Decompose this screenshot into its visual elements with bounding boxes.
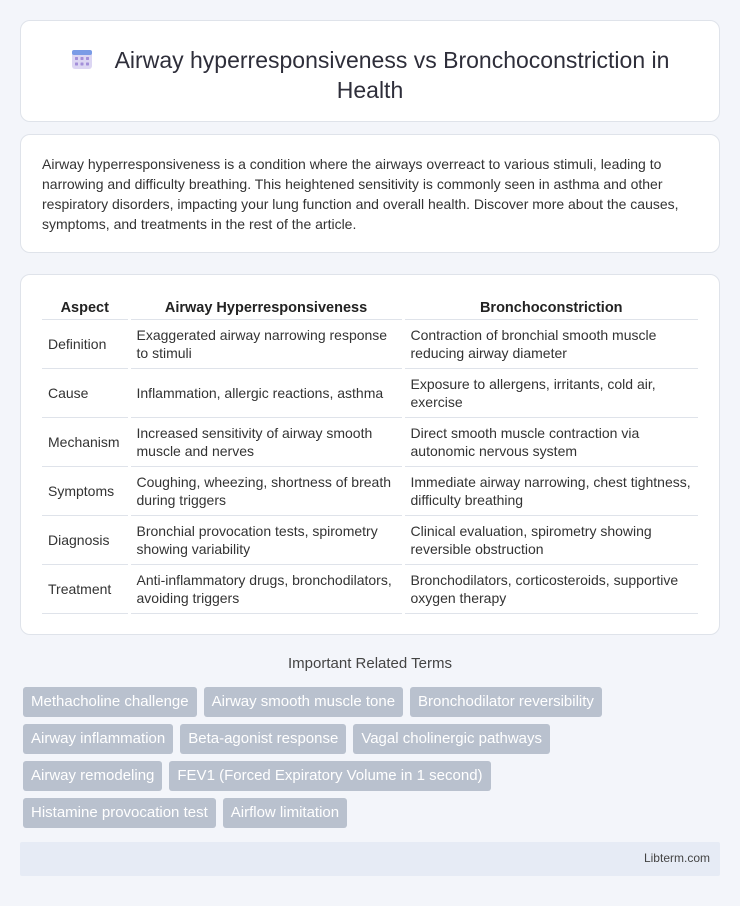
related-term-tag[interactable]: Beta-agonist response <box>180 724 346 754</box>
related-term-tag[interactable]: Methacholine challenge <box>23 687 197 717</box>
related-term-tag[interactable]: Bronchodilator reversibility <box>410 687 602 717</box>
page-title: Airway hyperresponsiveness vs Bronchoconstriction in Health <box>114 47 670 103</box>
comparison-card <box>20 274 720 635</box>
row-hyperresponsiveness: Exaggerated airway narrowing response to stimuli <box>129 319 403 368</box>
row-aspect: Symptoms <box>42 466 129 515</box>
related-term-tag[interactable]: Airway inflammation <box>23 724 173 754</box>
related-terms-heading: Important Related Terms <box>288 655 452 672</box>
table-row <box>42 368 698 417</box>
row-bronchoconstriction: Bronchodilators, corticosteroids, supportive oxygen therapy <box>403 564 698 613</box>
row-hyperresponsiveness: Coughing, wheezing, shortness of breath during triggers <box>129 466 403 515</box>
row-aspect: Mechanism <box>42 417 129 466</box>
related-term-tag[interactable]: Airway smooth muscle tone <box>204 687 403 717</box>
table-header-row <box>42 295 698 319</box>
header-bronchoconstriction: Bronchoconstriction <box>403 295 698 319</box>
row-aspect: Treatment <box>42 564 129 613</box>
table-row <box>42 515 698 564</box>
related-term-tag[interactable]: Histamine provocation test <box>23 798 216 828</box>
footer <box>20 842 720 876</box>
header-airway-hyperresponsiveness: Airway Hyperresponsiveness <box>129 295 403 319</box>
intro-paragraph: Airway hyperresponsiveness is a condition where the airways overreact to various stimuli, leading to narrowing and difficulty breathing. This heightened sensitivity is commonly seen in asthma and other respiratory disorders, impacting your lung function and overall health. Discover more about the causes, symptoms, and treatments in the rest of the article. <box>42 156 679 232</box>
row-bronchoconstriction: Contraction of bronchial smooth muscle reducing airway diameter <box>403 319 698 368</box>
row-bronchoconstriction: Clinical evaluation, spirometry showing reversible obstruction <box>403 515 698 564</box>
page-title-wrap <box>21 45 719 105</box>
related-term-tag[interactable]: Airflow limitation <box>223 798 347 828</box>
intro-card <box>20 134 720 253</box>
table-row <box>42 466 698 515</box>
row-hyperresponsiveness: Bronchial provocation tests, spirometry showing variability <box>129 515 403 564</box>
footer-site-link[interactable]: Libterm.com <box>643 851 710 865</box>
comparison-table <box>42 295 698 614</box>
row-bronchoconstriction: Immediate airway narrowing, chest tightness, difficulty breathing <box>403 466 698 515</box>
row-hyperresponsiveness: Anti-inflammatory drugs, bronchodilators, avoiding triggers <box>129 564 403 613</box>
row-hyperresponsiveness: Increased sensitivity of airway smooth muscle and nerves <box>129 417 403 466</box>
row-aspect: Diagnosis <box>42 515 129 564</box>
header-aspect: Aspect <box>60 299 109 316</box>
table-row <box>42 417 698 466</box>
related-term-tag[interactable]: Airway remodeling <box>23 761 162 791</box>
title-card <box>20 20 720 122</box>
calendar-grid-icon <box>71 48 93 70</box>
row-bronchoconstriction: Direct smooth muscle contraction via autonomic nervous system <box>403 417 698 466</box>
table-row <box>42 319 698 368</box>
row-hyperresponsiveness: Inflammation, allergic reactions, asthma <box>129 368 403 417</box>
table-row <box>42 564 698 613</box>
related-term-tag[interactable]: Vagal cholinergic pathways <box>353 724 550 754</box>
row-bronchoconstriction: Exposure to allergens, irritants, cold air, exercise <box>403 368 698 417</box>
row-aspect: Cause <box>42 368 129 417</box>
row-aspect: Definition <box>42 319 129 368</box>
related-terms-list <box>23 687 683 835</box>
related-term-tag[interactable]: FEV1 (Forced Expiratory Volume in 1 second) <box>169 761 490 791</box>
